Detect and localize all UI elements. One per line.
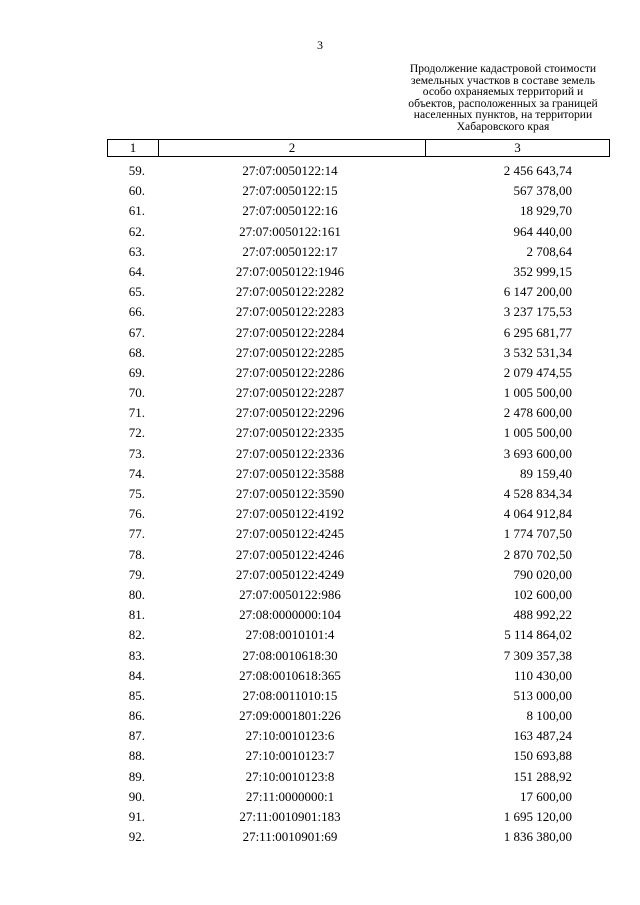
cadastral-value: 2 079 474,55 [503, 364, 572, 380]
cadastral-number: 27:10:0010123:6 [245, 728, 335, 744]
table-row [107, 666, 610, 686]
row-number: 72. [128, 425, 145, 441]
table-row [107, 807, 610, 827]
cadastral-value: 110 430,00 [513, 667, 572, 683]
cadastral-value: 5 114 864,02 [504, 627, 572, 643]
row-number: 64. [128, 263, 145, 279]
table-row [107, 646, 610, 666]
cadastral-number: 27:08:0010101:4 [245, 627, 335, 643]
cadastral-number: 27:08:0011010:15 [242, 687, 338, 703]
cadastral-value: 3 237 175,53 [503, 304, 572, 320]
table-row [107, 403, 610, 423]
row-number: 79. [128, 566, 145, 582]
cadastral-number: 27:07:0050122:17 [242, 243, 338, 259]
row-number: 68. [128, 344, 145, 360]
row-number: 83. [128, 647, 145, 663]
cadastral-value: 6 295 681,77 [503, 324, 572, 340]
header-note-line: особо охраняемых территорий и [422, 85, 584, 99]
row-number: 61. [128, 203, 145, 219]
cadastral-value: 2 870 702,50 [503, 546, 572, 562]
cadastral-number: 27:08:0000000:104 [239, 607, 341, 623]
row-number: 62. [128, 223, 145, 239]
cadastral-number: 27:08:0010618:365 [239, 667, 341, 683]
table-row [107, 625, 610, 645]
row-number: 63. [128, 243, 145, 259]
column-header-number: 1 [108, 140, 159, 156]
table-row [107, 302, 610, 322]
cadastral-number: 27:07:0050122:4245 [235, 526, 345, 542]
row-number: 75. [128, 486, 145, 501]
table-row [107, 484, 610, 504]
cadastral-number: 27:09:0001801:226 [239, 708, 341, 724]
row-number: 81. [128, 607, 145, 623]
cadastral-number: 27:07:0050122:986 [239, 586, 341, 602]
cadastral-number: 27:07:0050122:2285 [235, 344, 345, 360]
table-header [107, 139, 610, 157]
table-row [107, 423, 610, 443]
row-number: 86. [128, 708, 145, 724]
cadastral-value: 4 064 912,84 [503, 506, 572, 522]
cadastral-number: 27:07:0050122:4246 [235, 546, 345, 562]
column-header-cadastral: 2 [159, 140, 426, 156]
cadastral-value: 3 532 531,34 [503, 344, 572, 360]
row-number: 89. [128, 768, 145, 784]
row-number: 78. [128, 546, 145, 562]
cadastral-value: 567 378,00 [513, 183, 572, 199]
row-number: 77. [128, 526, 145, 542]
header-note-line: Хабаровского края [456, 119, 550, 133]
cadastral-value: 3 693 600,00 [503, 445, 572, 461]
cadastral-value: 4 528 834,34 [503, 486, 572, 501]
header-note-line: земельных участков в составе земель [410, 73, 595, 87]
cadastral-number: 27:11:0010901:69 [242, 829, 338, 845]
cadastral-number: 27:07:0050122:14 [242, 163, 338, 178]
cadastral-value: 2 456 643,74 [503, 163, 572, 178]
table-row [107, 787, 610, 807]
cadastral-number: 27:07:0050122:2296 [235, 405, 345, 421]
row-number: 84. [128, 667, 145, 683]
row-number: 69. [128, 364, 145, 380]
cadastral-value: 352 999,15 [513, 263, 572, 279]
table-row [107, 181, 610, 201]
cadastral-value: 1 005 500,00 [503, 385, 572, 401]
cadastral-value: 8 100,00 [526, 708, 572, 724]
row-number: 88. [128, 748, 145, 764]
cadastral-value: 163 487,24 [513, 728, 572, 744]
table-row [107, 201, 610, 221]
cadastral-value: 7 309 357,38 [503, 647, 572, 663]
cadastral-number: 27:07:0050122:2336 [235, 445, 345, 461]
row-number: 59. [128, 163, 145, 178]
cadastral-value: 17 600,00 [520, 788, 572, 804]
cadastral-value: 1 695 120,00 [503, 809, 572, 824]
table-row [107, 746, 610, 766]
cadastral-number: 27:07:0050122:2335 [235, 425, 345, 441]
header-note-line: населенных пунктов, на территории [413, 108, 593, 122]
row-number: 66. [128, 304, 145, 320]
table-body [107, 161, 610, 847]
row-number: 70. [128, 385, 145, 401]
cadastral-value: 151 288,92 [513, 768, 572, 784]
cadastral-value: 790 020,00 [513, 566, 572, 582]
row-number: 60. [128, 183, 145, 199]
cadastral-number: 27:07:0050122:2282 [235, 284, 345, 300]
cadastral-number: 27:07:0050122:3590 [235, 486, 345, 501]
row-number: 74. [128, 465, 145, 481]
table-row [107, 686, 610, 706]
table-row [107, 242, 610, 262]
table-row [107, 363, 610, 383]
table-row [107, 524, 610, 544]
table-row [107, 464, 610, 484]
table-row [107, 827, 610, 847]
table-row [107, 504, 610, 524]
cadastral-value: 6 147 200,00 [503, 284, 572, 300]
cadastral-number: 27:07:0050122:2287 [235, 385, 345, 401]
cadastral-value: 513 000,00 [513, 687, 572, 703]
table-row [107, 323, 610, 343]
row-number: 76. [128, 506, 145, 522]
cadastral-value: 89 159,40 [520, 465, 572, 481]
table-row [107, 222, 610, 242]
cadastral-value: 2 478 600,00 [503, 405, 572, 421]
row-number: 80. [128, 586, 145, 602]
cadastral-number: 27:07:0050122:16 [242, 203, 338, 219]
cadastral-number: 27:07:0050122:1946 [235, 263, 345, 279]
table-row [107, 585, 610, 605]
table-row [107, 726, 610, 746]
cadastral-number: 27:07:0050122:3588 [235, 465, 345, 481]
table-row [107, 343, 610, 363]
row-number: 85. [128, 687, 145, 703]
cadastral-value: 488 992,22 [513, 607, 572, 623]
cadastral-value: 1 836 380,00 [503, 829, 572, 845]
row-number: 82. [128, 627, 145, 643]
cadastral-number: 27:10:0010123:8 [245, 768, 335, 784]
table-row [107, 262, 610, 282]
row-number: 91. [128, 809, 145, 824]
cadastral-value: 102 600,00 [513, 586, 572, 602]
column-header-value: 3 [514, 140, 521, 155]
row-number: 67. [128, 324, 145, 340]
cadastral-number: 27:07:0050122:2286 [235, 364, 345, 380]
row-number: 87. [128, 728, 145, 744]
table-row [107, 161, 610, 181]
cadastral-number: 27:07:0050122:161 [239, 223, 341, 239]
table-row [107, 383, 610, 403]
table-row [107, 565, 610, 585]
cadastral-value: 2 708,64 [526, 243, 572, 259]
cadastral-number: 27:07:0050122:15 [242, 183, 338, 199]
cadastral-number: 27:07:0050122:4249 [235, 566, 345, 582]
header-note [388, 63, 618, 133]
cadastral-number: 27:07:0050122:2283 [235, 304, 345, 320]
cadastral-value: 18 929,70 [520, 203, 572, 219]
table-row [107, 706, 610, 726]
cadastral-number: 27:10:0010123:7 [245, 748, 335, 764]
row-number: 65. [128, 284, 145, 300]
cadastral-number: 27:07:0050122:4192 [235, 506, 345, 522]
row-number: 73. [128, 445, 145, 461]
cadastral-value: 964 440,00 [513, 223, 572, 239]
row-number: 90. [128, 788, 145, 804]
page-number: 3 [317, 38, 323, 52]
table-row [107, 767, 610, 787]
header-note-line: объектов, расположенных за границей [408, 96, 598, 110]
table-row [107, 605, 610, 625]
cadastral-value: 1 005 500,00 [503, 425, 572, 441]
cadastral-number: 27:08:0010618:30 [242, 647, 338, 663]
cadastral-number: 27:11:0000000:1 [245, 788, 335, 804]
table-row [107, 545, 610, 565]
row-number: 92. [128, 829, 145, 845]
header-note-line: Продолжение кадастровой стоимости [409, 62, 597, 75]
table-row [107, 282, 610, 302]
cadastral-value: 150 693,88 [513, 748, 572, 764]
row-number: 71. [128, 405, 145, 421]
cadastral-number: 27:11:0010901:183 [239, 809, 341, 824]
cadastral-number: 27:07:0050122:2284 [235, 324, 345, 340]
cadastral-value: 1 774 707,50 [503, 526, 572, 542]
table-row [107, 444, 610, 464]
